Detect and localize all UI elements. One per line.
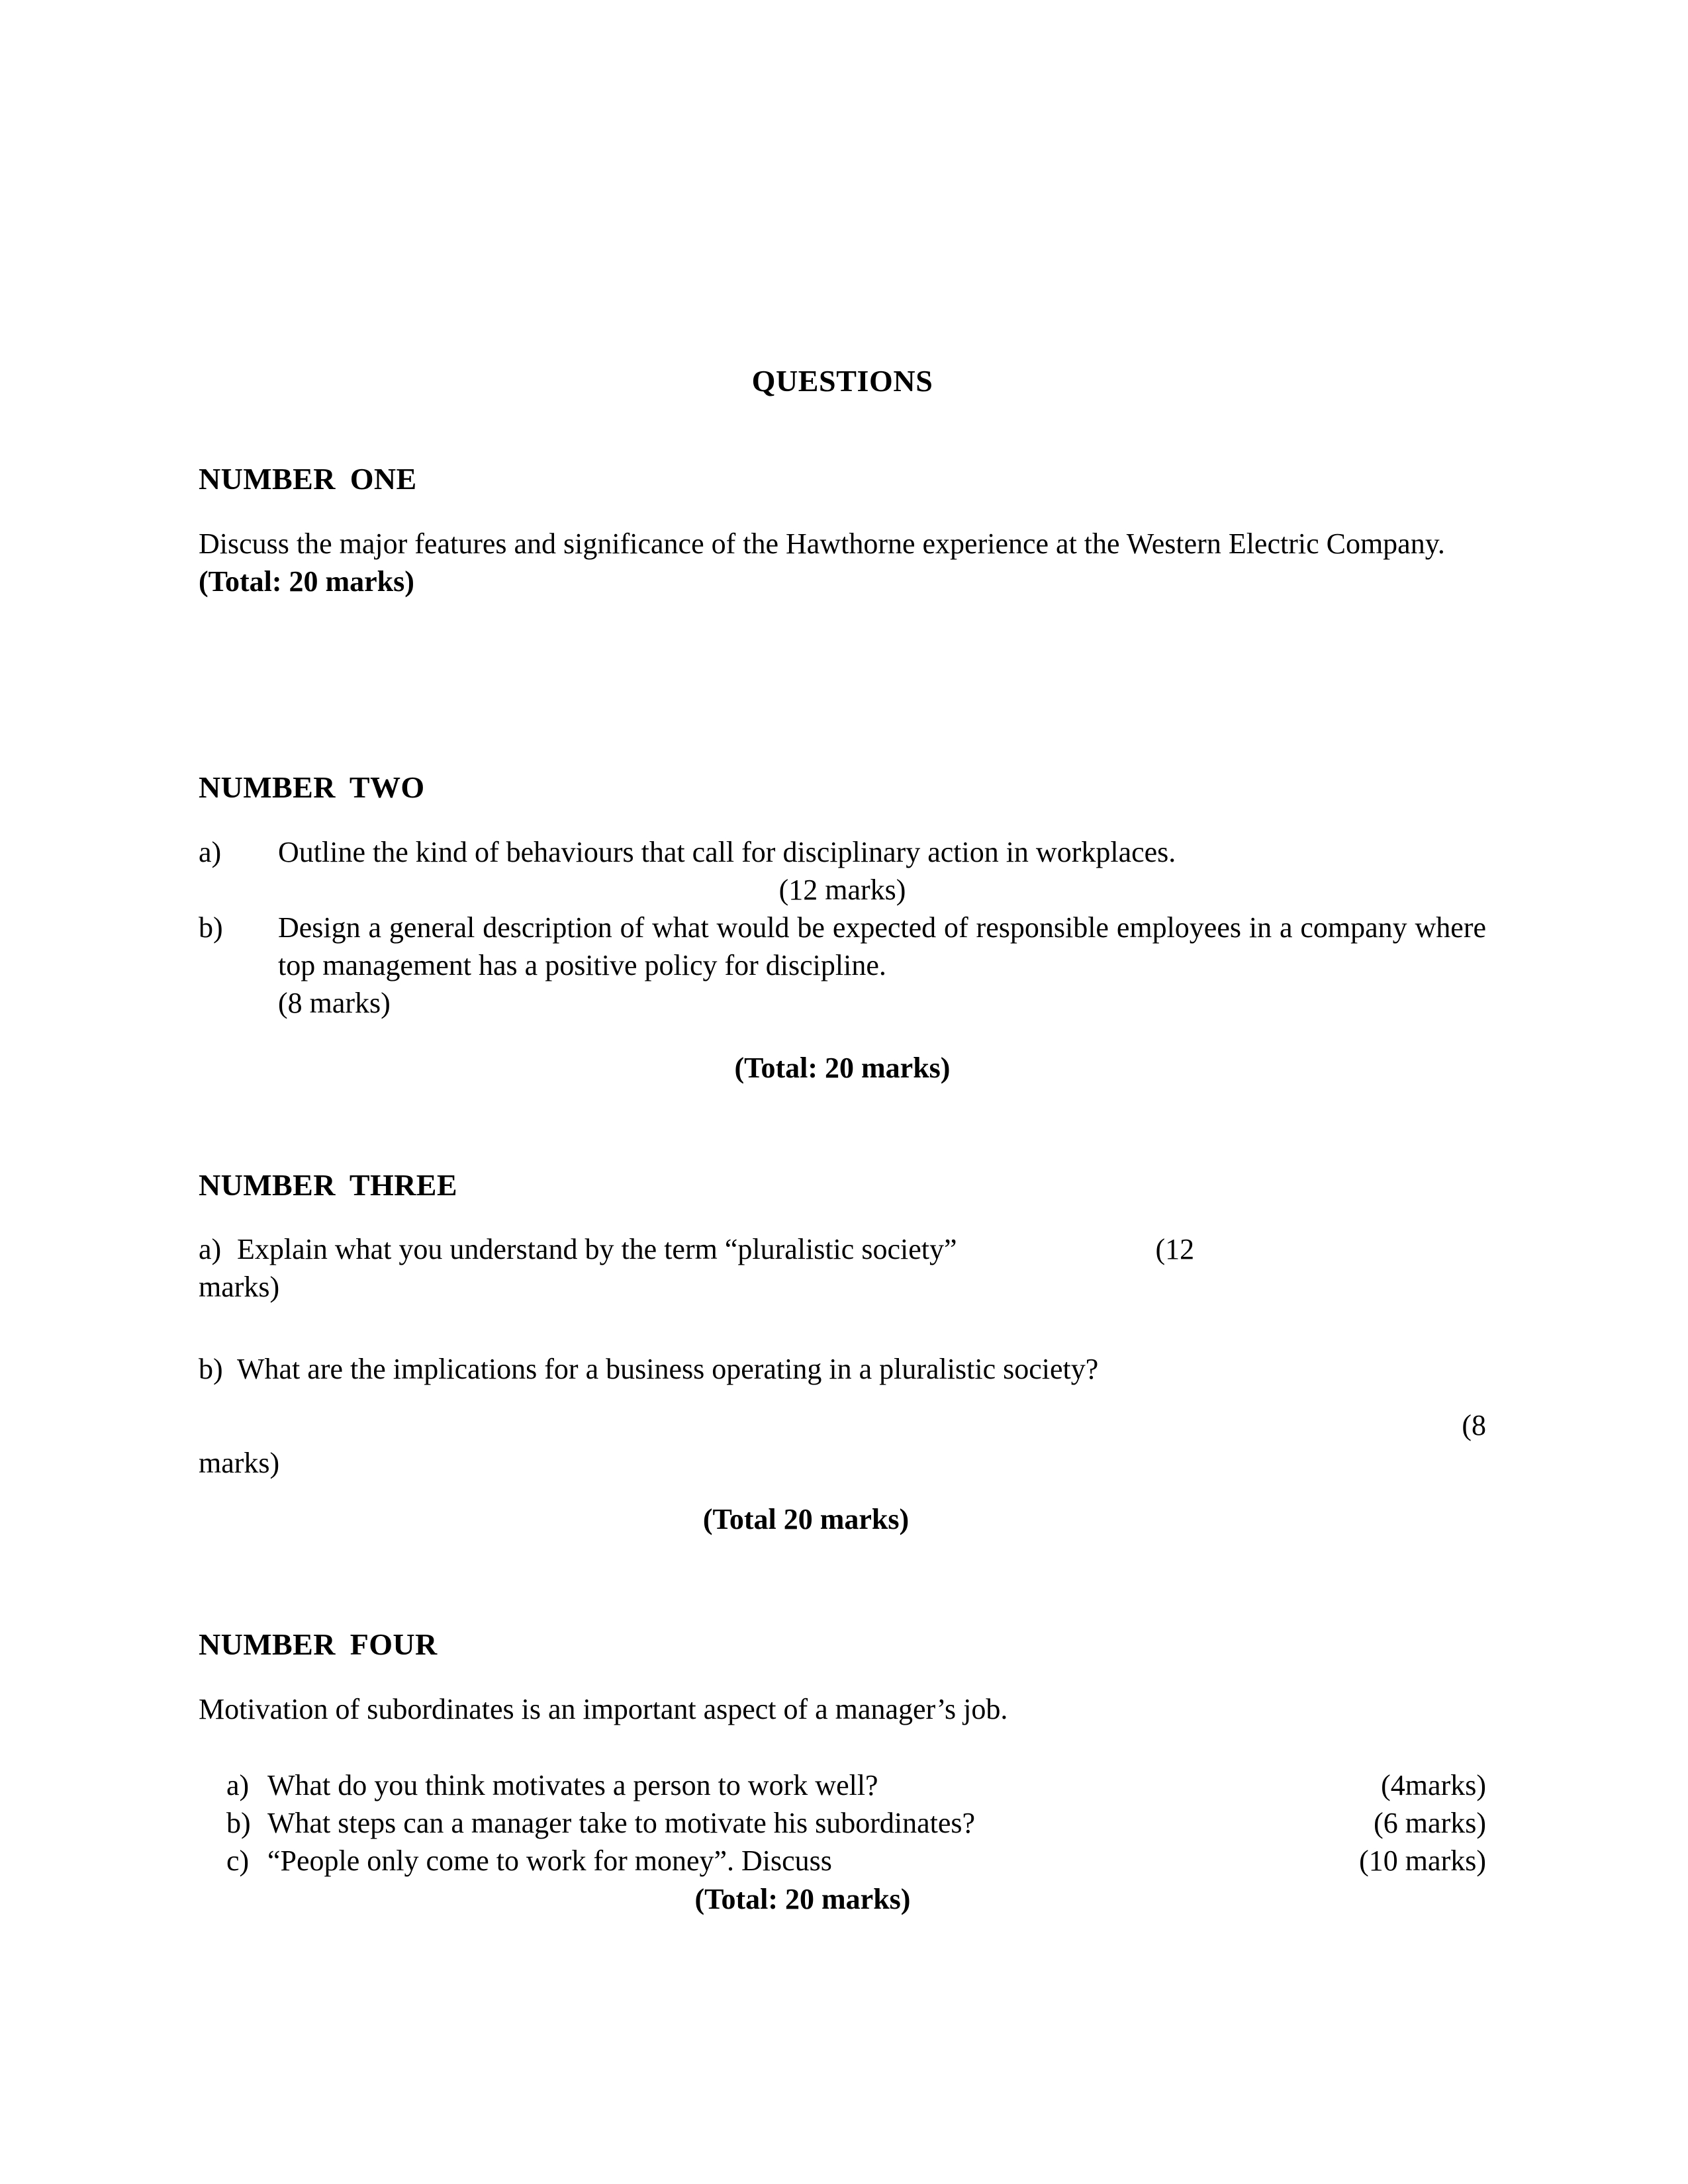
list-item-marks: (10 marks) <box>1359 1844 1486 1878</box>
list-item <box>199 1230 1486 1268</box>
spacer <box>199 1728 1486 1766</box>
section-three-total: (Total 20 marks) <box>702 1503 910 1536</box>
list-marker: a) <box>199 835 222 868</box>
list-item-text: What do you think motivates a person to work well? <box>267 1769 878 1801</box>
list-item-marks: (6 marks) <box>1374 1807 1486 1840</box>
section-heading-two: NUMBER TWO <box>199 770 425 805</box>
spacer <box>199 1148 1486 1166</box>
list-item-text: Explain what you understand by the term “pluralistic society” <box>237 1233 957 1266</box>
list-item-text: Design a general description of what would be expected of responsible employees in a company where top management has a positive policy for discipline. <box>278 911 1486 982</box>
section-heading-one: NUMBER ONE <box>199 462 417 496</box>
list-item <box>226 1804 1486 1842</box>
spacer <box>199 1482 1486 1500</box>
section-two-item-b-marks: (8 marks) <box>278 987 391 1020</box>
list-marker: b) <box>199 1352 223 1385</box>
list-item-text: What are the implications for a business operating in a pluralistic society? <box>237 1352 1099 1385</box>
section-two-total: (Total: 20 marks) <box>734 1051 951 1084</box>
spacer <box>199 1664 1486 1690</box>
spacer <box>199 1599 1486 1625</box>
section-four-list <box>226 1766 1486 1880</box>
list-marker: b) <box>199 911 223 944</box>
section-three-list-b <box>199 1350 1486 1388</box>
spacer <box>199 1204 1486 1230</box>
spacer <box>199 730 1486 768</box>
spacer <box>199 807 1486 833</box>
section-one-body: Discuss the major features and significance of the Hawthorne experience at the Western Electric Company. <box>199 527 1445 560</box>
section-four-total: (Total: 20 marks) <box>694 1882 911 1915</box>
list-item <box>199 833 1486 871</box>
document-content <box>199 0 1486 1918</box>
section-number-one <box>199 460 1486 600</box>
list-item-marks: (4marks) <box>1381 1769 1486 1801</box>
section-three-item-a-marks-tail: marks) <box>199 1271 280 1304</box>
list-item-text: “People only come to work for money”. Discuss <box>267 1844 832 1878</box>
section-three-item-b-marks-head: (8 <box>1462 1408 1486 1441</box>
spacer <box>199 1023 1486 1049</box>
spacer <box>199 1538 1486 1599</box>
list-item-text: What steps can a manager take to motivate his subordinates? <box>267 1807 976 1840</box>
spacer <box>199 1087 1486 1148</box>
section-three-list <box>199 1230 1486 1268</box>
section-number-three <box>199 1166 1486 1539</box>
list-marker-spacer <box>199 984 278 1022</box>
section-three-item-b-marks-tail: marks) <box>199 1446 280 1479</box>
section-two-item-b-marks-row <box>199 984 1486 1022</box>
page-title: QUESTIONS <box>751 364 933 398</box>
section-heading-three: NUMBER THREE <box>199 1167 457 1202</box>
spacer <box>199 1306 1486 1350</box>
list-item <box>199 909 1486 984</box>
list-item <box>226 1842 1486 1880</box>
section-number-four <box>199 1625 1486 1917</box>
section-two-list-b <box>199 909 1486 984</box>
list-marker: b) <box>226 1807 251 1840</box>
spacer <box>199 600 1486 730</box>
section-number-two <box>199 768 1486 1087</box>
section-three-item-a-marks-head: (12 <box>1155 1233 1195 1266</box>
section-one-total: (Total: 20 marks) <box>199 565 414 598</box>
list-item-text: Outline the kind of behaviours that call for disciplinary action in workplaces. <box>278 835 1176 868</box>
spacer <box>199 498 1486 525</box>
section-two-list <box>199 833 1486 871</box>
section-two-item-a-marks: (12 marks) <box>778 873 906 906</box>
list-item-marks <box>199 984 1486 1022</box>
section-heading-four: NUMBER FOUR <box>199 1627 438 1662</box>
spacer <box>199 399 1486 460</box>
spacer <box>199 1388 1486 1406</box>
list-marker: c) <box>226 1844 250 1878</box>
list-item <box>226 1766 1486 1804</box>
section-four-intro: Motivation of subordinates is an important aspect of a manager’s job. <box>199 1692 1008 1725</box>
list-item <box>199 1350 1486 1388</box>
list-marker: a) <box>226 1769 250 1801</box>
list-marker: a) <box>199 1233 222 1266</box>
